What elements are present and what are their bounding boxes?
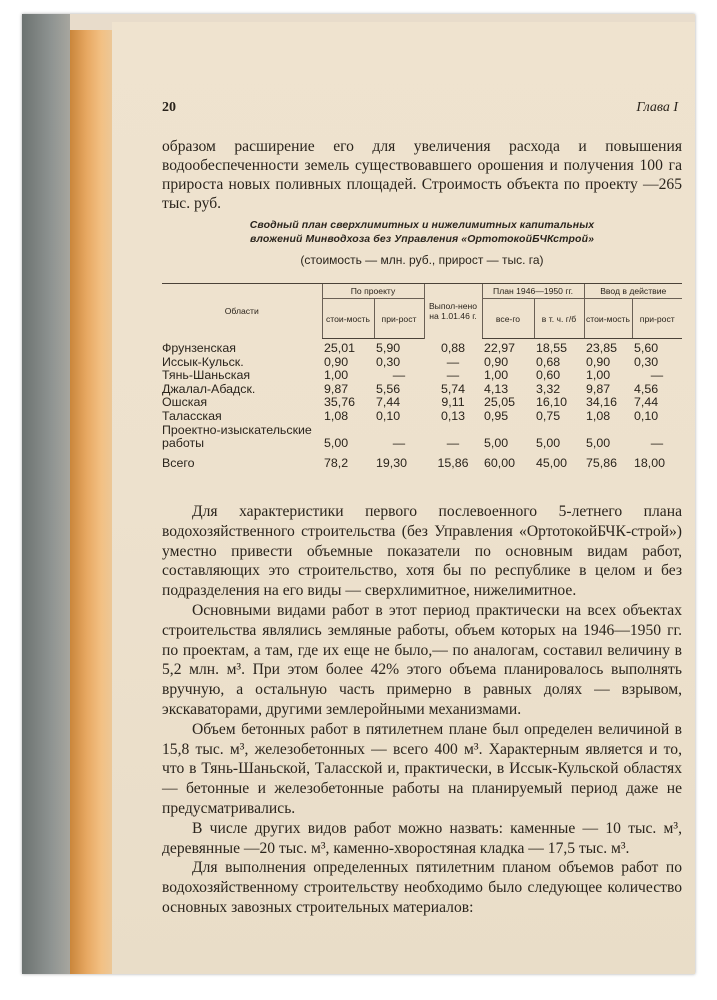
paragraph: Для выполнения определенных пятилетним планом объемов работ по водохозяйственному строительству необходимо было следующее количество основных завозных строительных материалов:: [162, 859, 682, 916]
table-row: [162, 396, 682, 410]
header-completed: Выпол-нено на 1.01.46 г.: [424, 284, 482, 339]
cell: 0,90: [586, 354, 611, 369]
body-text: [162, 502, 682, 918]
header-comm-increase: при-рост: [632, 299, 682, 339]
cell: 0,90: [484, 354, 509, 369]
cell: 5,90: [376, 341, 401, 355]
cell: —: [446, 368, 460, 383]
header-plan: План 1946—1950 гг.: [482, 284, 584, 299]
cell: 16,10: [536, 395, 568, 410]
row-name: Джалал-Абадск.: [162, 381, 256, 396]
capital-investment-table: [162, 283, 682, 470]
table-row: [162, 424, 682, 451]
cell: 19,30: [376, 455, 408, 470]
header-by-project: По проекту: [322, 284, 424, 299]
cell: 9,87: [586, 381, 611, 396]
cell: 1,08: [324, 408, 349, 423]
paragraph: Основными видами работ в этот период практически на всех объектах строительства являлись земляные работы, объем которых на 1946—1950 гг. по проектам, а там, где их еще не было,— по аналогам, составил величину в 5,2 млн. м³. При этом более 42% этого объема планировалось выполнять вручную, а остальную часть примерно в равных долях — взрывом, экскаваторами, другими землеройными механизмами.: [162, 601, 682, 718]
cell: 0,60: [536, 368, 561, 383]
table-row: [162, 369, 682, 383]
cell: 5,00: [536, 436, 561, 451]
cell: 5,00: [324, 436, 349, 451]
paragraph: Объем бетонных работ в пятилетнем плане был определен величиной в 15,8 тыс. м³, железобетонных — всего 400 м³. Характерным является и то, что в Тянь-Шаньской, Таласской и, практически, в Иссык-Кульской областях — бетонные и железобетонные работы на планируемый период даже не предусматривались.: [162, 720, 682, 817]
table-row: [162, 339, 682, 356]
cell: 9,11: [441, 395, 465, 410]
cell: 1,00: [484, 368, 509, 383]
cell: 60,00: [484, 455, 516, 470]
cell: 7,44: [376, 395, 401, 410]
cell: 7,44: [634, 395, 659, 410]
cell: —: [650, 368, 664, 383]
cell: —: [392, 436, 406, 451]
cell: —: [650, 436, 664, 451]
cell: 15,86: [437, 455, 469, 470]
cell: 9,87: [324, 381, 349, 396]
cell: 18,55: [536, 341, 568, 355]
cell: 0,10: [634, 408, 659, 423]
row-name: Ошская: [162, 395, 208, 410]
intro-paragraph: образом расширение его для увеличения расхода и повышения водообеспеченности земель существовавшего орошения и получения 100 га прироста новых поливных площадей. Строимость объекта по проекту —265 тыс. руб.: [162, 138, 682, 212]
header-commissioning: Ввод в действие: [584, 284, 682, 299]
cell: 0,30: [376, 354, 401, 369]
cell: 0,88: [440, 340, 466, 355]
cell: 4,13: [484, 381, 509, 396]
cell: —: [392, 368, 406, 383]
row-name: Фрунзенская: [162, 340, 236, 355]
cell: 1,00: [324, 368, 349, 383]
cell: 18,00: [634, 455, 666, 470]
table-row: [162, 410, 682, 424]
header-comm-cost: стои-мость: [584, 299, 632, 339]
cell: 0,10: [376, 408, 401, 423]
cell: —: [446, 436, 460, 451]
cell: 5,74: [440, 381, 466, 396]
cell: 0,68: [536, 354, 561, 369]
table-title: [162, 218, 682, 246]
row-name: Иссык-Кульск.: [162, 354, 244, 369]
cell: 0,13: [440, 408, 466, 423]
cell: 0,95: [484, 408, 509, 423]
cell: 4,56: [634, 381, 659, 396]
header-plan-incl: в т. ч. г/б: [534, 299, 584, 339]
cell: 5,56: [376, 381, 401, 396]
book-page-edges: [70, 30, 118, 974]
table-title-line-1: Сводный план сверхлимитных и нижелимитных капитальных: [249, 219, 595, 231]
row-name: Проектно-изыскательские работы: [162, 422, 312, 451]
scanner-edge: [22, 14, 70, 974]
cell: 45,00: [536, 455, 568, 470]
cell: 5,00: [484, 436, 509, 451]
table-subtitle: (стоимость — млн. руб., прирост — тыс. га): [300, 253, 544, 267]
chapter-label: Глава I: [636, 100, 678, 115]
cell: 3,32: [536, 381, 561, 396]
cell: 1,08: [586, 408, 611, 423]
cell: 25,01: [324, 341, 356, 355]
cell: 25,05: [484, 395, 516, 410]
cell: 0,90: [324, 354, 349, 369]
running-head: [162, 100, 682, 120]
cell: 5,60: [634, 341, 659, 355]
header-region: Области: [162, 284, 322, 339]
cell: 0,75: [536, 408, 561, 423]
cell: 5,00: [586, 436, 611, 451]
paragraph: Для характеристики первого послевоенного 5-летнего плана водохозяйственного строительства (без Управления «ОртотокойБЧК-строй») уместно привести объемные показатели по основным видам работ, составляющих это строительство, хотя бы по республике в целом и без подразделения на его виды — сверхлимитное, нижелимитное.: [162, 503, 682, 600]
cell: 1,00: [586, 368, 611, 383]
paragraph: В числе других видов работ можно назвать: каменные — 10 тыс. м³, деревянные —20 тыс. м³, каменно-хворостяная кладка — 17,5 тыс. м³.: [162, 819, 682, 857]
cell: 23,85: [586, 341, 618, 355]
cell: 78,2: [324, 455, 349, 470]
header-plan-total: все-го: [482, 299, 534, 339]
cell: 34,16: [586, 395, 618, 410]
cell: 22,97: [484, 341, 516, 355]
table-total-row: [162, 451, 682, 471]
cell: 75,86: [586, 455, 618, 470]
header-increase: при-рост: [374, 299, 424, 339]
header-cost: стои-мость: [322, 299, 374, 339]
row-name: Таласская: [162, 408, 222, 423]
table-row: [162, 356, 682, 370]
table-row: [162, 383, 682, 397]
row-name: Тянь-Шаньская: [162, 368, 251, 383]
cell: 0,30: [634, 354, 659, 369]
row-name: Всего: [162, 455, 195, 470]
table-title-line-2: вложений Минводхоза без Управления «ОртотокойБЧКстрой»: [249, 233, 595, 245]
cell: 35,76: [324, 395, 356, 410]
cell: —: [446, 354, 460, 369]
page-number: 20: [162, 100, 176, 115]
